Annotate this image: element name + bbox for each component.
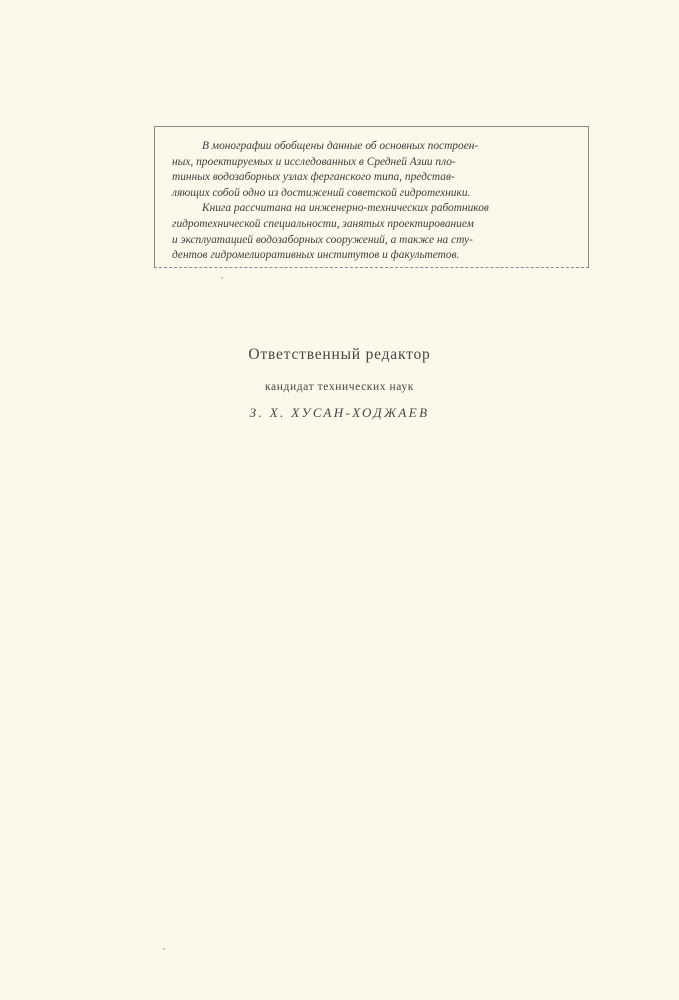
annotation-line: В монографии обобщены данные об основных построен- <box>202 140 479 152</box>
annotation-line: Книга рассчитана на инженерно-технических работников <box>202 202 489 215</box>
editor-degree: кандидат технических наук <box>265 381 414 393</box>
annotation-line: ляющих собой одно из достижений советской гидротехники. <box>172 186 471 199</box>
annotation-line: тинных водозаборных узлах ферганского типа, представ- <box>172 171 455 184</box>
annotation-line: дентов гидромелиоративных институтов и факультетов. <box>172 249 460 262</box>
paper-speck <box>163 948 165 950</box>
annotation-paragraph <box>172 139 580 264</box>
annotation-line: ных, проектируемых и исследованных в Средней Азии пло- <box>172 155 456 168</box>
paper-speck <box>221 277 223 279</box>
annotation-line: гидротехнической специальности, занятых проектированием <box>172 217 474 230</box>
annotation-line: и эксплуатацией водозаборных сооружений, а также на сту- <box>172 233 473 246</box>
editor-name: З. Х. ХУСАН-ХОДЖАЕВ <box>249 405 430 420</box>
responsible-editor-heading: Ответственный редактор <box>248 346 431 363</box>
